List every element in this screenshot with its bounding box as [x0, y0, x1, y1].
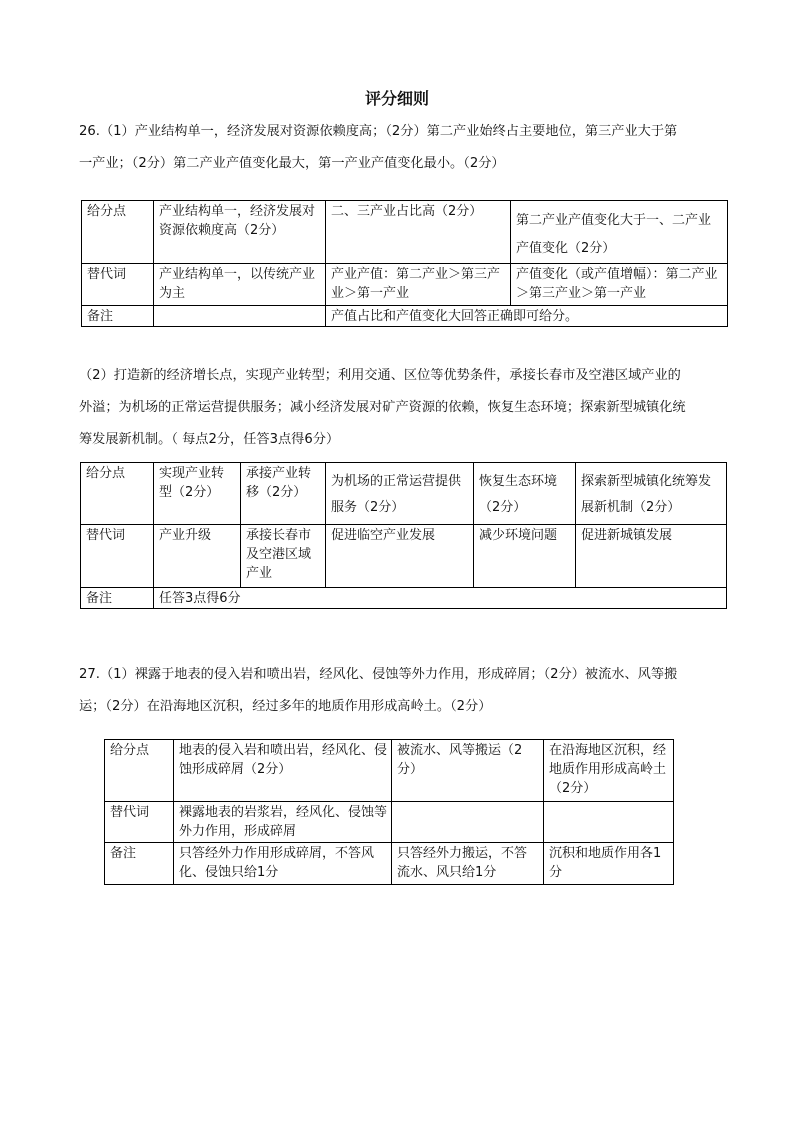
q26-part2-line1: （2）打造新的经济增长点，实现产业转型；利用交通、区位等优势条件，承接长春市及空港区域产业的 — [79, 368, 681, 383]
q26-part2-line3: 筹发展新机制。（ 每点2分，任答3点得6分） — [79, 432, 340, 447]
table-row — [82, 201, 728, 264]
q26-part2-line2: 外溢；为机场的正常运营提供服务；减小经济发展对矿产资源的依赖，恢复生态环境；探索新型城镇化统 — [79, 400, 686, 415]
table-cell: 只答经外力搬运，不答流水、风只给1分 — [392, 843, 544, 885]
table-cell — [544, 802, 674, 843]
table-cell: 产业结构单一，以传统产业为主 — [154, 264, 326, 306]
page-title: 评分细则 — [364, 89, 429, 108]
table-cell: 恢复生态环境（2分） — [474, 463, 576, 525]
table-cell: 备注 — [81, 588, 154, 609]
table-cell: 承接产业转移（2分） — [241, 463, 326, 525]
table-row — [82, 264, 728, 306]
table-cell: 只答经外力作用形成碎屑，不答风化、侵蚀只给1分 — [174, 843, 392, 885]
q27-part1-line2: 运；（2分）在沿海地区沉积，经过多年的地质作用形成高岭土。（2分） — [79, 699, 492, 714]
table-cell: 探索新型城镇化统筹发展新机制（2分） — [576, 463, 727, 525]
table-cell: 产值占比和产值变化大回答正确即可给分。 — [326, 306, 728, 327]
table-row — [105, 802, 674, 843]
table-cell: 给分点 — [81, 463, 154, 525]
table-cell: 任答3点得6分 — [154, 588, 727, 609]
table-row — [81, 463, 727, 525]
table-cell: 为机场的正常运营提供服务（2分） — [326, 463, 474, 525]
table-cell: 产业升级 — [154, 525, 241, 588]
table-cell: 二、三产业占比高（2分） — [326, 201, 511, 264]
table-cell: 给分点 — [82, 201, 154, 264]
table-cell: 地表的侵入岩和喷出岩，经风化、侵蚀形成碎屑（2分） — [174, 740, 392, 802]
table-cell: 促进新城镇发展 — [576, 525, 727, 588]
table-cell: 替代词 — [105, 802, 174, 843]
q26-part2-text — [79, 360, 725, 456]
table-cell: 产业结构单一，经济发展对资源依赖度高（2分） — [154, 201, 326, 264]
q26-scoring-table-1 — [81, 200, 728, 327]
table-cell: 产业产值：第二产业＞第三产业＞第一产业 — [326, 264, 511, 306]
q26-scoring-table-2 — [80, 462, 727, 609]
q26-part1-text — [79, 116, 725, 180]
table-cell: 产值变化（或产值增幅）：第二产业＞第三产业＞第一产业 — [511, 264, 728, 306]
table-row — [105, 843, 674, 885]
q27-scoring-table — [104, 739, 674, 885]
table-row — [82, 306, 728, 327]
table-row — [81, 588, 727, 609]
table-cell — [154, 306, 326, 327]
table-cell — [392, 802, 544, 843]
table-cell: 在沿海地区沉积，经地质作用形成高岭土（2分） — [544, 740, 674, 802]
table-cell: 实现产业转型（2分） — [154, 463, 241, 525]
table-cell: 替代词 — [81, 525, 154, 588]
table-cell: 备注 — [105, 843, 174, 885]
table-cell: 承接长春市及空港区域产业 — [241, 525, 326, 588]
table-cell: 裸露地表的岩浆岩，经风化、侵蚀等外力作用，形成碎屑 — [174, 802, 392, 843]
table-row — [81, 525, 727, 588]
q27-part1-text — [79, 659, 725, 723]
q26-part1-line2: 一产业；（2分）第二产业产值变化最大，第一产业产值变化最小。（2分） — [79, 156, 505, 171]
q27-part1-line1: 27.（1）裸露于地表的侵入岩和喷出岩，经风化、侵蚀等外力作用，形成碎屑；（2分）被流水、风等搬 — [79, 667, 678, 682]
table-cell: 备注 — [82, 306, 154, 327]
table-row — [105, 740, 674, 802]
table-cell: 被流水、风等搬运（2分） — [392, 740, 544, 802]
table-cell: 减少环境问题 — [474, 525, 576, 588]
table-cell: 给分点 — [105, 740, 174, 802]
table-cell: 促进临空产业发展 — [326, 525, 474, 588]
table-cell: 替代词 — [82, 264, 154, 306]
q26-part1-line1: 26.（1）产业结构单一，经济发展对资源依赖度高；（2分）第二产业始终占主要地位，第三产业大于第 — [79, 124, 678, 139]
table-cell: 第二产业产值变化大于一、二产业产值变化（2分） — [511, 201, 728, 264]
table-cell: 沉积和地质作用各1分 — [544, 843, 674, 885]
